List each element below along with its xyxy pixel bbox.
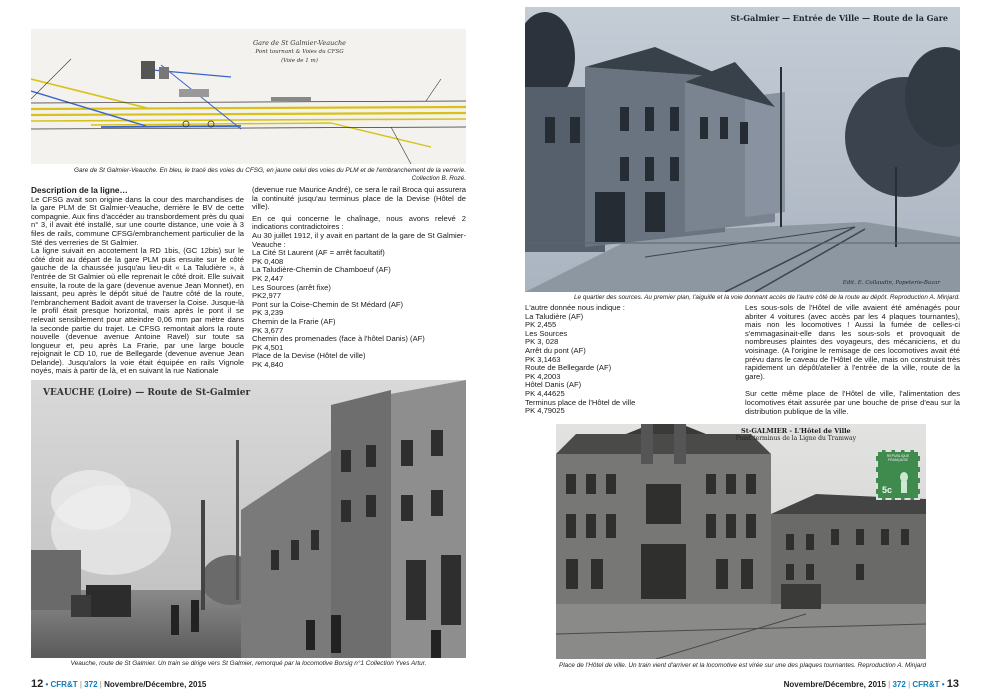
second-data-intro: L'autre donnée nous indique : (525, 303, 625, 312)
map-title: Gare de St Galmier-Veauche Pont tournant & Voies du CFSG (Voie de 1 m) (252, 39, 346, 64)
map-caption: Gare de St Galmier-Veauche. En bleu, le tracé des voies du CFSG, en jaune celui des voies du PLM et de l'embranchement de la verrerie. Collection B. Rozé. (74, 167, 466, 182)
left-column-2 (252, 186, 466, 369)
pk-list-item: PK 4,2003 (525, 371, 561, 381)
col2-top-text: (devenue rue Maurice André), ce sera le rail Broca qui assurera la continuité jusqu'au terminus place de la Devise (Hôtel de ville). (252, 185, 466, 212)
chainage-intro: En ce qui concerne le chaînage, nous avons relevé 2 indications contradictoires : (252, 213, 466, 232)
pk-list-item: PK 4,44625 (525, 388, 565, 398)
pk-list-item: Hôtel Danis (AF) (525, 380, 582, 390)
pk-list-other (525, 313, 737, 416)
pk-list-item: PK 3, 028 (525, 337, 559, 347)
entree-photo-title: St-Galmier — Entrée de Ville — Route de la Gare (730, 13, 948, 23)
postage-stamp (876, 450, 920, 500)
pk-list-item: PK 3,239 (252, 308, 284, 318)
hotel-de-ville-photo (556, 424, 926, 659)
pk-list-1912 (252, 249, 466, 369)
veauche-photo (31, 380, 466, 658)
right-column-1 (525, 304, 737, 416)
pk-list-item: PK 2,455 (525, 320, 557, 330)
hotel-caption: Place de l'Hôtel de ville. Un train vient d'arriver et la locomotive est virée sur une des plaques tournantes. Reproduction A. Minjard (558, 662, 926, 669)
entree-de-ville-photo (525, 7, 960, 292)
pk-list-item: Chemin de la Frarie (AF) (252, 316, 336, 326)
sous-sols-paragraph: Les sous-sols de l'Hôtel de ville avaient été aménagés pour abriter 4 voitures (avec accès par les 4 plaques tournantes), mais non les locomotives ! Aussi la fumée de celles-ci s'emmagasinait-elle dans les sous-sols et provoquait de nombreuses plaintes des voyageurs, des mécaniciens, et du voisinage. (A l'origine le remisage de ces locomotives avait été prévu dans le caveau de l'Hôtel de ville, mais on construisit très rapidement un dépôt/atelier à l'entrée de la ville, route de la gare). (745, 303, 960, 381)
stamp-value: 5c (882, 485, 893, 495)
pk-list-item: PK 4,501 (252, 342, 284, 352)
pk-list-item: Place de la Devise (Hôtel de ville) (252, 351, 366, 361)
pk-list-item: PK 0,408 (252, 256, 284, 266)
left-footer: 12 • CFR&T | 372 | Novembre/Décembre, 2015 (31, 678, 207, 690)
stamp-text: REPUBLIQUE FRANÇAISE (886, 454, 910, 462)
pk-list-item: La Taludière-Chemin de Chamboeuf (AF) (252, 265, 391, 275)
pk-list-item: PK 3,677 (252, 325, 284, 335)
chainage-intro-2: Au 30 juillet 1912, il y avait en partant de la gare de St Galmier-Veauche : (252, 230, 466, 249)
pk-list-item: PK 4,840 (252, 359, 284, 369)
left-column-1 (31, 186, 244, 376)
hotel-de-ville-image (556, 424, 926, 659)
entree-photo-publisher: Edit. E. Collaudin, Papeterie-Bazar (842, 280, 940, 286)
entree-caption: Le quartier des sources. Au premier plan, l'aiguille et la voie donnant accès de l'autre côté de la route au dépôt. Reproduction A. Minjard. (574, 294, 960, 301)
pk-list-item: Arrêt du pont (AF) (525, 345, 586, 355)
pk-list-item: Terminus place de l'Hôtel de ville (525, 397, 636, 407)
right-column-2 (745, 304, 960, 416)
pk-list-item: La Taludière (AF) (525, 311, 584, 321)
pk-list-item: PK 2,447 (252, 273, 284, 283)
pk-list-item: Les Sources (525, 328, 568, 338)
pk-list-item: PK2,977 (252, 291, 282, 301)
section-heading: Description de la ligne… (31, 185, 128, 195)
pk-list-item: Pont sur la Coise-Chemin de St Médard (AF) (252, 299, 404, 309)
track-map-drawing (31, 29, 466, 164)
veauche-photo-image (31, 380, 466, 658)
right-page (495, 0, 990, 700)
veauche-photo-title: VEAUCHE (Loire) — Route de St-Galmier (43, 388, 251, 398)
hotel-photo-title: St-GALMIER - L'Hôtel de Ville Point terminus de la Ligne du Tramway (735, 427, 856, 442)
sower-icon (894, 470, 914, 494)
left-body-text: Le CFSG avait son origine dans la cour des marchandises de la gare PLM de St Galmier-Veauche, derrière le BV de cette compagnie. Aux fins d'accéder au transbordement près du quai n° 3, il avait été installé, sur une courte distance, une voie à 3 files de rails, commune CFSG/embranchement particulier de la Sté des verreries de St Galmier. La ligne suivait en accotement la RD 1bis, (GC 12bis) sur le côté droit au départ de la gare PLM puis ensuite sur le côté gauche de la chaussée jusqu'au lieu-dit « La Taludière », à l'entrée de St Galmier où elle reprenait le côté droit. Elle suivait ensuite, la route de la gare (devenue avenue Jean Monnet), en laissant, peu après le dépôt situé de l'autre côté de la route, l'embranchement Badoit avant de traverser la Coise. Jusque-là le profil était presque horizontal, mais après le pont il se relevait sensiblement pour atteindre 0,06 mm par mètre dans la seconde partie du trajet. Le CFSG remontait alors la route nouvelle (devenue avenue Antoine Ravel) sur toute sa longueur et, peu après La Frarie, par une large boucle rejoignait le CD 10, rue de Bellegarde (devenue avenue Jean Delande). Jusqu'alors la voie était équipée en rails Vignole noyés, mais à partir de là, et en suivant la rue Nationale (31, 194, 244, 376)
pk-list-item: Chemin des promenades (face à l'hôtel Danis) (AF) (252, 334, 425, 344)
pk-list-item: La Cité St Laurent (AF = arrêt facultatif) (252, 248, 385, 258)
entree-de-ville-image (525, 7, 960, 292)
alimentation-paragraph: Sur cette même place de l'Hôtel de ville, l'alimentation des locomotives était assurée par une bouche de prise d'eau sur la distribution publique de la ville. (745, 389, 960, 416)
pk-list-item: Route de Bellegarde (AF) (525, 363, 612, 373)
track-map (31, 29, 466, 164)
right-footer: Novembre/Décembre, 2015 | 372 | CFR&T • 13 (783, 678, 959, 690)
pk-list-item: PK 4,79025 (525, 406, 565, 416)
pk-list-item: PK 3,1463 (525, 354, 561, 364)
pk-list-item: Les Sources (arrêt fixe) (252, 282, 331, 292)
veauche-caption: Veauche, route de St Galmier. Un train se dirige vers St Galmier, remorqué par la locomotive Borsig n°1 Collection Yves Artur. (70, 660, 427, 667)
